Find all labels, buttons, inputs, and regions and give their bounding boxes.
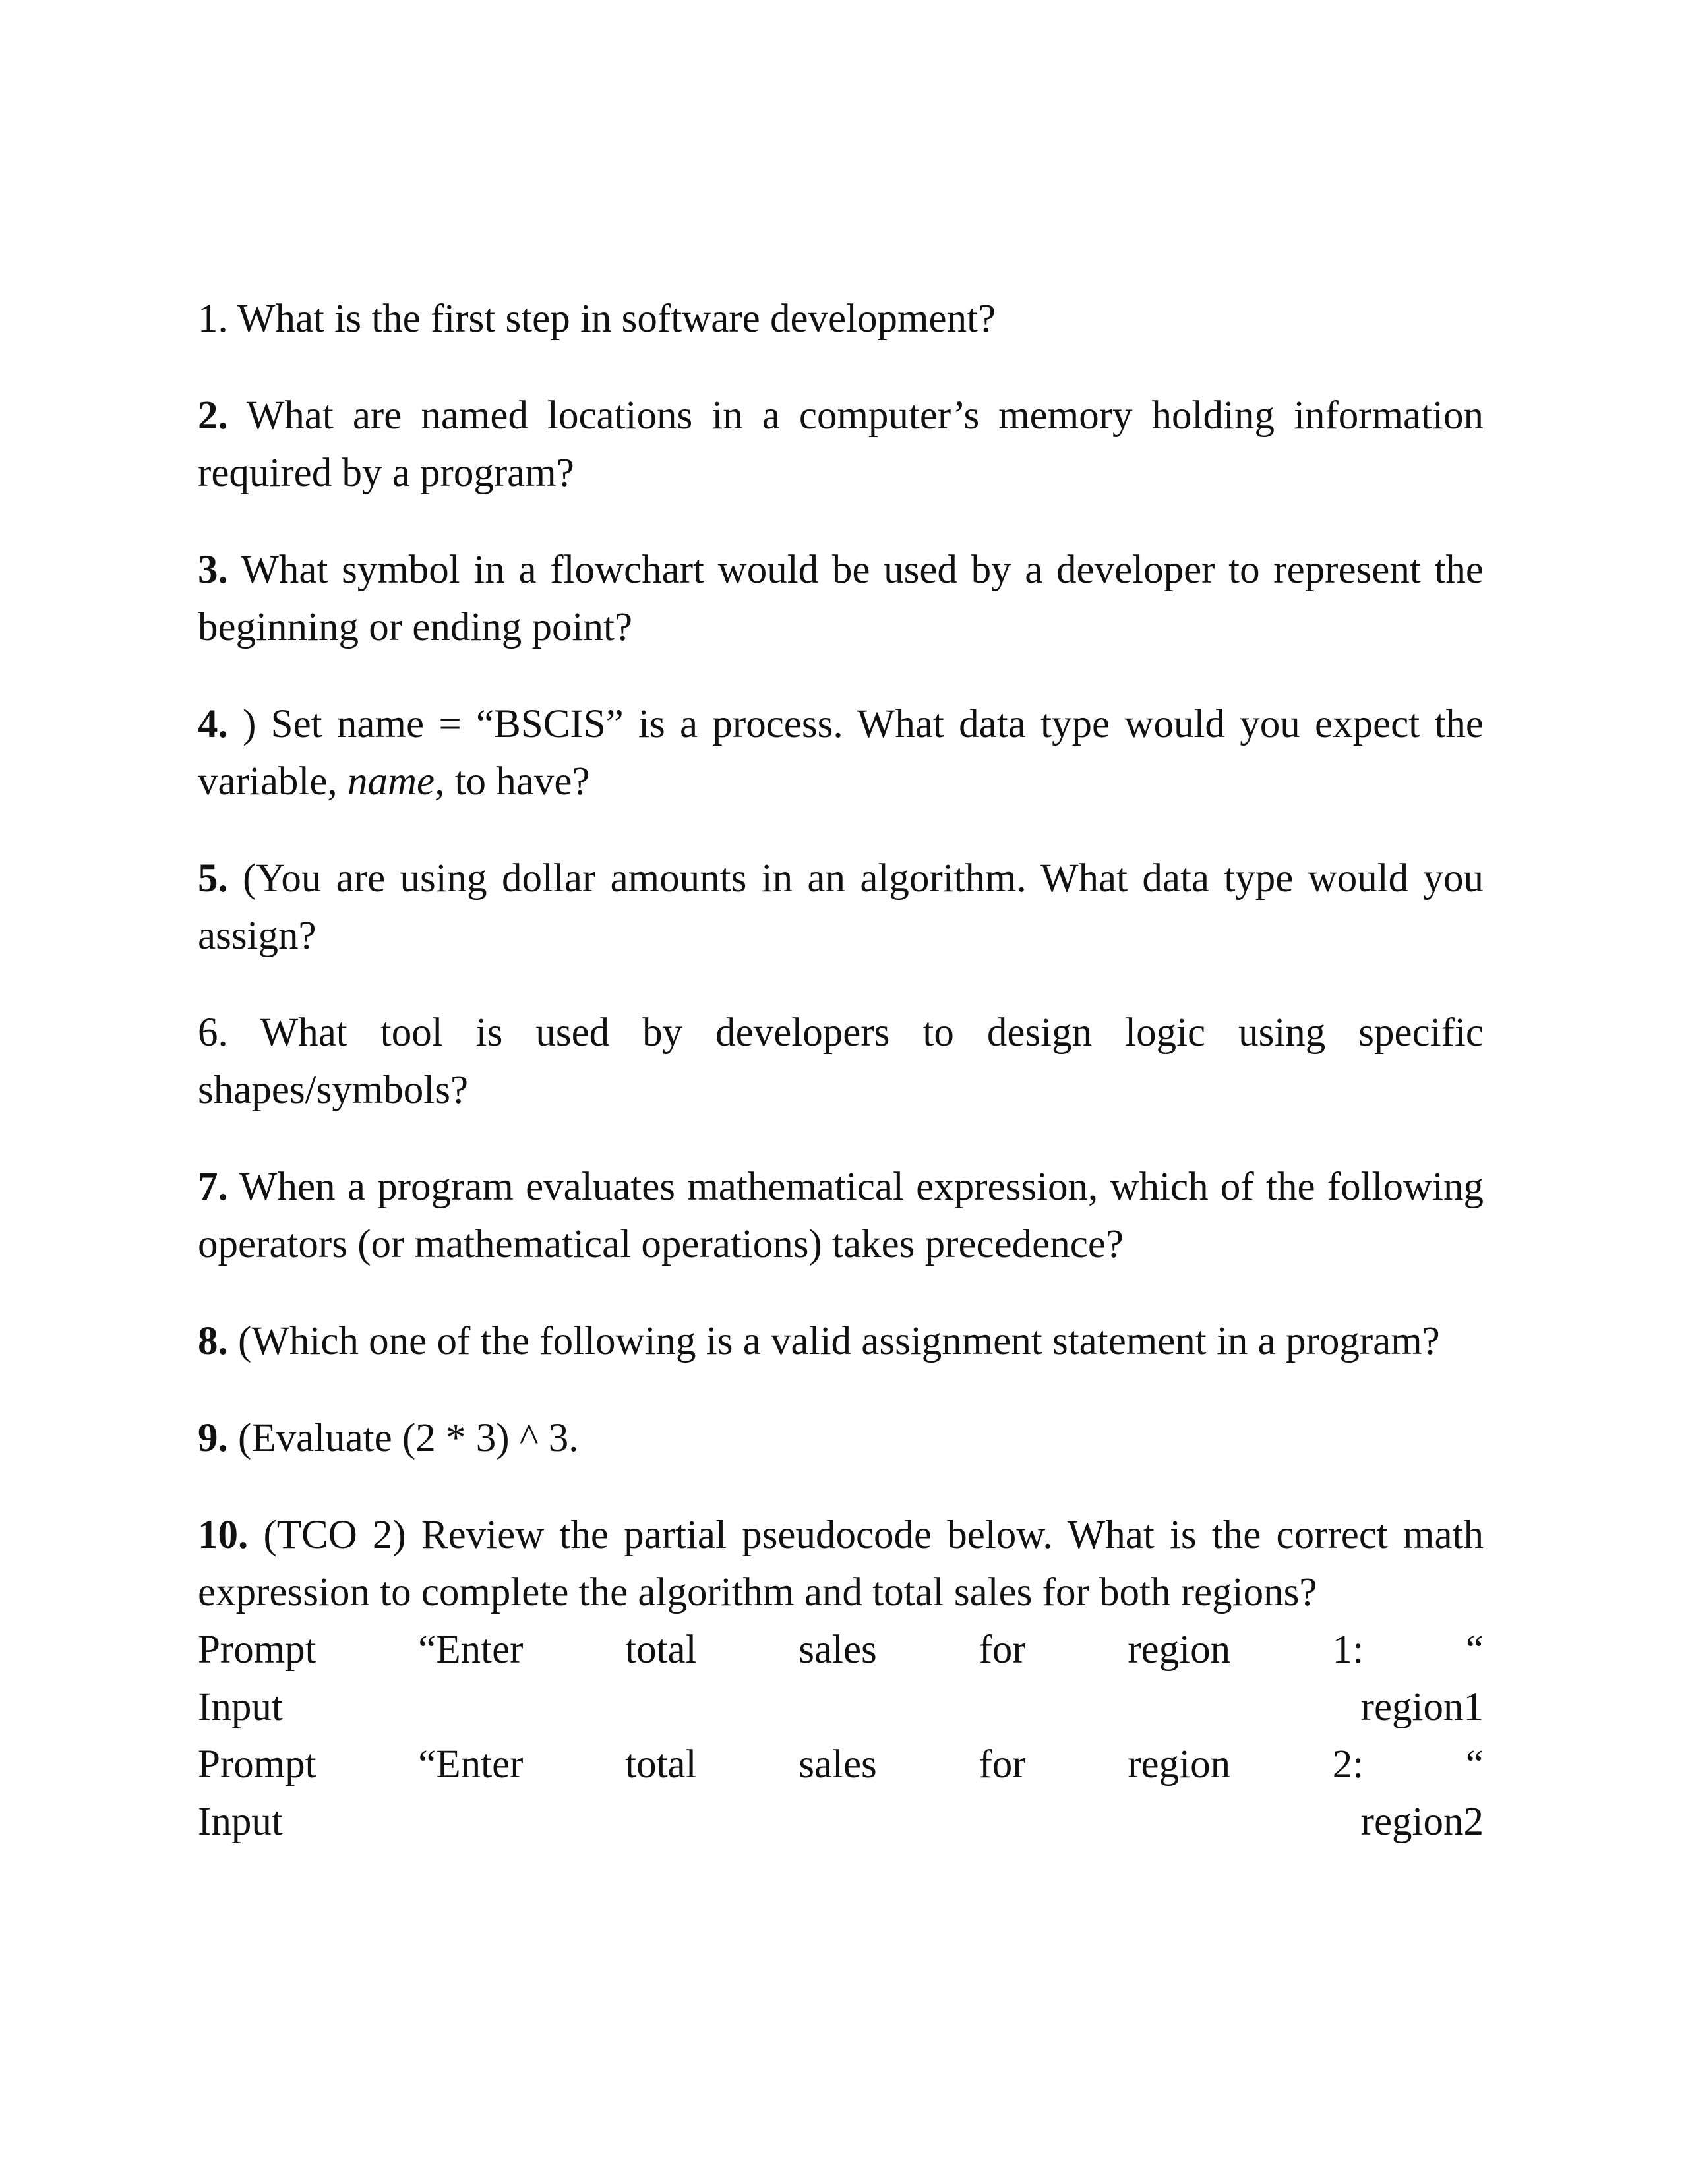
question-text: What tool is used by developers to design logic using specific shapes/symbols? bbox=[198, 1011, 1484, 1112]
question-number: 2. bbox=[198, 394, 228, 438]
pseudocode-token: Input bbox=[198, 1685, 283, 1729]
question-3 bbox=[198, 541, 1484, 656]
question-text: (Evaluate (2 * 3) ^ 3. bbox=[238, 1416, 579, 1460]
question-7 bbox=[198, 1158, 1484, 1273]
question-number: 7. bbox=[198, 1165, 228, 1209]
pseudocode-token: total bbox=[625, 1742, 697, 1786]
pseudocode-token: “ bbox=[1465, 1628, 1484, 1672]
pseudocode-token: “ bbox=[1465, 1742, 1484, 1786]
pseudocode-token: “Enter bbox=[418, 1628, 524, 1672]
question-5 bbox=[198, 850, 1484, 964]
question-number: 4. bbox=[198, 702, 228, 746]
pseudocode-token: 2: bbox=[1332, 1742, 1364, 1786]
pseudocode-token: sales bbox=[799, 1742, 877, 1786]
pseudocode-token: total bbox=[625, 1628, 697, 1672]
pseudocode-token: region1 bbox=[1360, 1685, 1484, 1729]
pseudocode-token: for bbox=[979, 1628, 1026, 1672]
question-text-italic: name, bbox=[347, 759, 445, 804]
question-8 bbox=[198, 1313, 1484, 1370]
pseudocode-line-3 bbox=[198, 1736, 1484, 1793]
pseudocode-token: Prompt bbox=[198, 1628, 316, 1672]
question-text: (TCO 2) Review the partial pseudocode below. What is the correct math expression to complete the algorithm and total sales for both regions? bbox=[198, 1513, 1484, 1614]
pseudocode-line-4 bbox=[198, 1793, 1484, 1850]
pseudocode-token: Prompt bbox=[198, 1742, 316, 1786]
pseudocode-token: region bbox=[1128, 1742, 1231, 1786]
question-text: (You are using dollar amounts in an algorithm. What data type would you assign? bbox=[198, 856, 1484, 958]
question-text: What are named locations in a computer’s memory holding information required by a program? bbox=[198, 394, 1484, 495]
question-text: What symbol in a flowchart would be used by a developer to represent the beginning or ending point? bbox=[198, 548, 1484, 649]
question-1 bbox=[198, 290, 1484, 347]
question-number: 8. bbox=[198, 1319, 228, 1363]
pseudocode-token: for bbox=[979, 1742, 1026, 1786]
question-number: 10. bbox=[198, 1513, 249, 1557]
pseudocode-block bbox=[198, 1621, 1484, 1850]
question-4 bbox=[198, 695, 1484, 810]
question-number: 6. bbox=[198, 1011, 228, 1055]
pseudocode-token: sales bbox=[799, 1628, 877, 1672]
question-number: 1. bbox=[198, 297, 228, 341]
pseudocode-token: region bbox=[1128, 1628, 1231, 1672]
pseudocode-line-2 bbox=[198, 1678, 1484, 1736]
document-page bbox=[198, 290, 1484, 1850]
pseudocode-token: Input bbox=[198, 1800, 283, 1844]
pseudocode-line-1 bbox=[198, 1621, 1484, 1678]
pseudocode-token: region2 bbox=[1360, 1800, 1484, 1844]
pseudocode-token: 1: bbox=[1332, 1628, 1364, 1672]
question-text: What is the first step in software development? bbox=[237, 297, 996, 341]
question-9 bbox=[198, 1409, 1484, 1467]
question-number: 3. bbox=[198, 548, 228, 592]
question-text: When a program evaluates mathematical expression, which of the following operators (or mathematical operations) takes precedence? bbox=[198, 1165, 1484, 1266]
question-text: (Which one of the following is a valid assignment statement in a program? bbox=[238, 1319, 1440, 1363]
pseudocode-token: “Enter bbox=[418, 1742, 524, 1786]
question-2 bbox=[198, 387, 1484, 502]
question-number: 5. bbox=[198, 856, 228, 900]
question-text-end: to have? bbox=[444, 759, 590, 804]
question-10 bbox=[198, 1506, 1484, 1621]
question-text-start: ) Set name = “BSCIS” is a process. What data type would you expect the variable, bbox=[198, 702, 1484, 804]
question-6 bbox=[198, 1004, 1484, 1119]
question-number: 9. bbox=[198, 1416, 228, 1460]
